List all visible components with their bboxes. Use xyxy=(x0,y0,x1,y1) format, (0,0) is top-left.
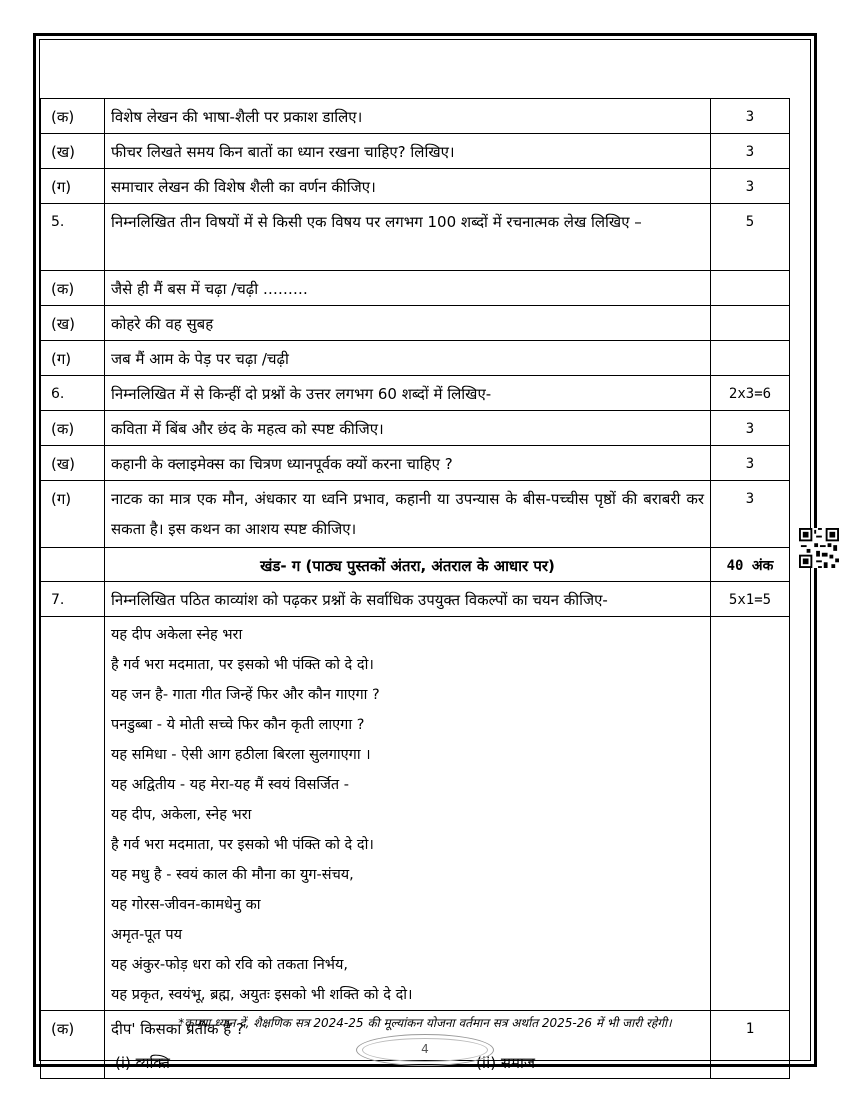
poem-line: यह मधु है - स्वयं काल की मौना का युग-संचय, xyxy=(111,867,354,883)
qr-code-icon xyxy=(799,528,839,568)
poem-line: अमृत-पूत पय xyxy=(111,927,183,943)
poem-line: है गर्व भरा मदमाता, पर इसको भी पंक्ति को दे दो। xyxy=(111,657,374,673)
table-row xyxy=(41,376,790,411)
question-text: निम्नलिखित पठित काव्यांश को पढ़कर प्रश्नों के सर्वाधिक उपयुक्त विकल्पों का चयन कीजिए- xyxy=(105,582,711,617)
question-stem: दीप' किसका प्रतीक है ? xyxy=(111,1020,244,1038)
section-marks: 40 अंक xyxy=(711,548,790,582)
question-text: कोहरे की वह सुबह xyxy=(105,306,711,341)
question-text: निम्नलिखित तीन विषयों में से किसी एक विषय पर लगभग 100 शब्दों में रचनात्मक लेख लिखिए – xyxy=(105,204,711,271)
poem-line: यह जन है- गाता गीत जिन्हें फिर और कौन गाएगा ? xyxy=(111,687,380,703)
question-marks: 5x1=5 xyxy=(711,582,790,617)
question-number: (क) xyxy=(41,271,105,306)
question-text: समाचार लेखन की विशेष शैली का वर्णन कीजिए। xyxy=(105,169,711,204)
question-text: कविता में बिंब और छंद के महत्व को स्पष्ट कीजिए। xyxy=(105,411,711,446)
table-row xyxy=(41,204,790,271)
question-table xyxy=(40,98,790,1079)
poem-line: यह समिधा - ऐसी आग हठीला बिरला सुलगाएगा । xyxy=(111,747,371,763)
question-text: कहानी के क्लाइमेक्स का चित्रण ध्यानपूर्वक क्यों करना चाहिए ? xyxy=(105,446,711,481)
footer-note: *कृपया ध्यान दें, शैक्षणिक सत्र 2024-25 की मूल्यांकन योजना वर्तमान सत्र अर्थात 2025-26 में भी जारी रहेगी। xyxy=(178,1016,672,1030)
table-row xyxy=(41,134,790,169)
question-text: निम्नलिखित में से किन्हीं दो प्रश्नों के उत्तर लगभग 60 शब्दों में लिखिए- xyxy=(105,376,711,411)
option-2: (ii) समाज xyxy=(476,1054,535,1072)
question-marks xyxy=(711,271,790,306)
question-number: (ग) xyxy=(41,341,105,376)
question-marks xyxy=(711,341,790,376)
poem-line: यह दीप अकेला स्नेह भरा xyxy=(111,627,243,643)
page-number: 4 xyxy=(421,1042,429,1056)
question-marks: 3 xyxy=(711,446,790,481)
question-text: नाटक का मात्र एक मौन, अंधकार या ध्वनि प्रभाव, कहानी या उपन्यास के बीस-पच्चीस पृष्ठों की बराबरी कर सकता है। इस कथन का आशय स्पष्ट कीजिए। xyxy=(105,481,711,548)
question-marks: 3 xyxy=(711,134,790,169)
question-marks: 3 xyxy=(711,169,790,204)
table-row xyxy=(41,411,790,446)
poem-line: है गर्व भरा मदमाता, पर इसको भी पंक्ति को दे दो। xyxy=(111,837,374,853)
poem-line: यह अद्वितीय - यह मेरा-यह मैं स्वयं विसर्जित - xyxy=(111,777,350,793)
table-row xyxy=(41,99,790,134)
question-marks: 3 xyxy=(711,99,790,134)
section-title: खंड- ग (पाठ्य पुस्तकों अंतरा, अंतराल के आधार पर) xyxy=(105,548,711,582)
table-row xyxy=(41,582,790,617)
question-marks: 5 xyxy=(711,204,790,271)
question-number: (ख) xyxy=(41,446,105,481)
question-number: (ख) xyxy=(41,134,105,169)
table-row xyxy=(41,306,790,341)
question-marks: 3 xyxy=(711,481,790,548)
option-1: (i) व्यक्ति xyxy=(115,1054,170,1072)
poem-line: यह दीप, अकेला, स्नेह भरा xyxy=(111,807,252,823)
question-marks: 2x3=6 xyxy=(711,376,790,411)
question-number: 7. xyxy=(41,582,105,617)
table-row xyxy=(41,446,790,481)
question-number: (क) xyxy=(41,1011,105,1079)
poem-line: यह अंकुर-फोड़ धरा को रवि को तकता निर्भय, xyxy=(111,957,349,973)
poem-line: यह गोरस-जीवन-कामधेनु का xyxy=(111,897,261,913)
question-text: जब मैं आम के पेड़ पर चढ़ा /चढ़ी xyxy=(105,341,711,376)
question-text: जैसे ही मैं बस में चढ़ा /चढ़ी ……… xyxy=(105,271,711,306)
question-number: 6. xyxy=(41,376,105,411)
question-text: विशेष लेखन की भाषा-शैली पर प्रकाश डालिए। xyxy=(105,99,711,134)
question-number: (ख) xyxy=(41,306,105,341)
question-number: (ग) xyxy=(41,169,105,204)
question-marks: 3 xyxy=(711,411,790,446)
question-number: 5. xyxy=(41,204,105,271)
question-number: (ग) xyxy=(41,481,105,548)
question-number: (क) xyxy=(41,411,105,446)
question-text: फीचर लिखते समय किन बातों का ध्यान रखना चाहिए? लिखिए। xyxy=(105,134,711,169)
table-row xyxy=(41,271,790,306)
poem-text xyxy=(105,617,711,1011)
table-row xyxy=(41,341,790,376)
question-marks xyxy=(711,306,790,341)
question-number: (क) xyxy=(41,99,105,134)
poem-row xyxy=(41,617,790,1011)
poem-line: यह प्रकृत, स्वयंभू, ब्रह्म, अयुतः इसको भी शक्ति को दे दो। xyxy=(111,987,413,1003)
table-row xyxy=(41,481,790,548)
question-marks: 1 xyxy=(711,1011,790,1079)
poem-line: पनडुब्बा - ये मोती सच्चे फिर कौन कृती लाएगा ? xyxy=(111,717,365,733)
section-header-row xyxy=(41,548,790,582)
table-row xyxy=(41,169,790,204)
